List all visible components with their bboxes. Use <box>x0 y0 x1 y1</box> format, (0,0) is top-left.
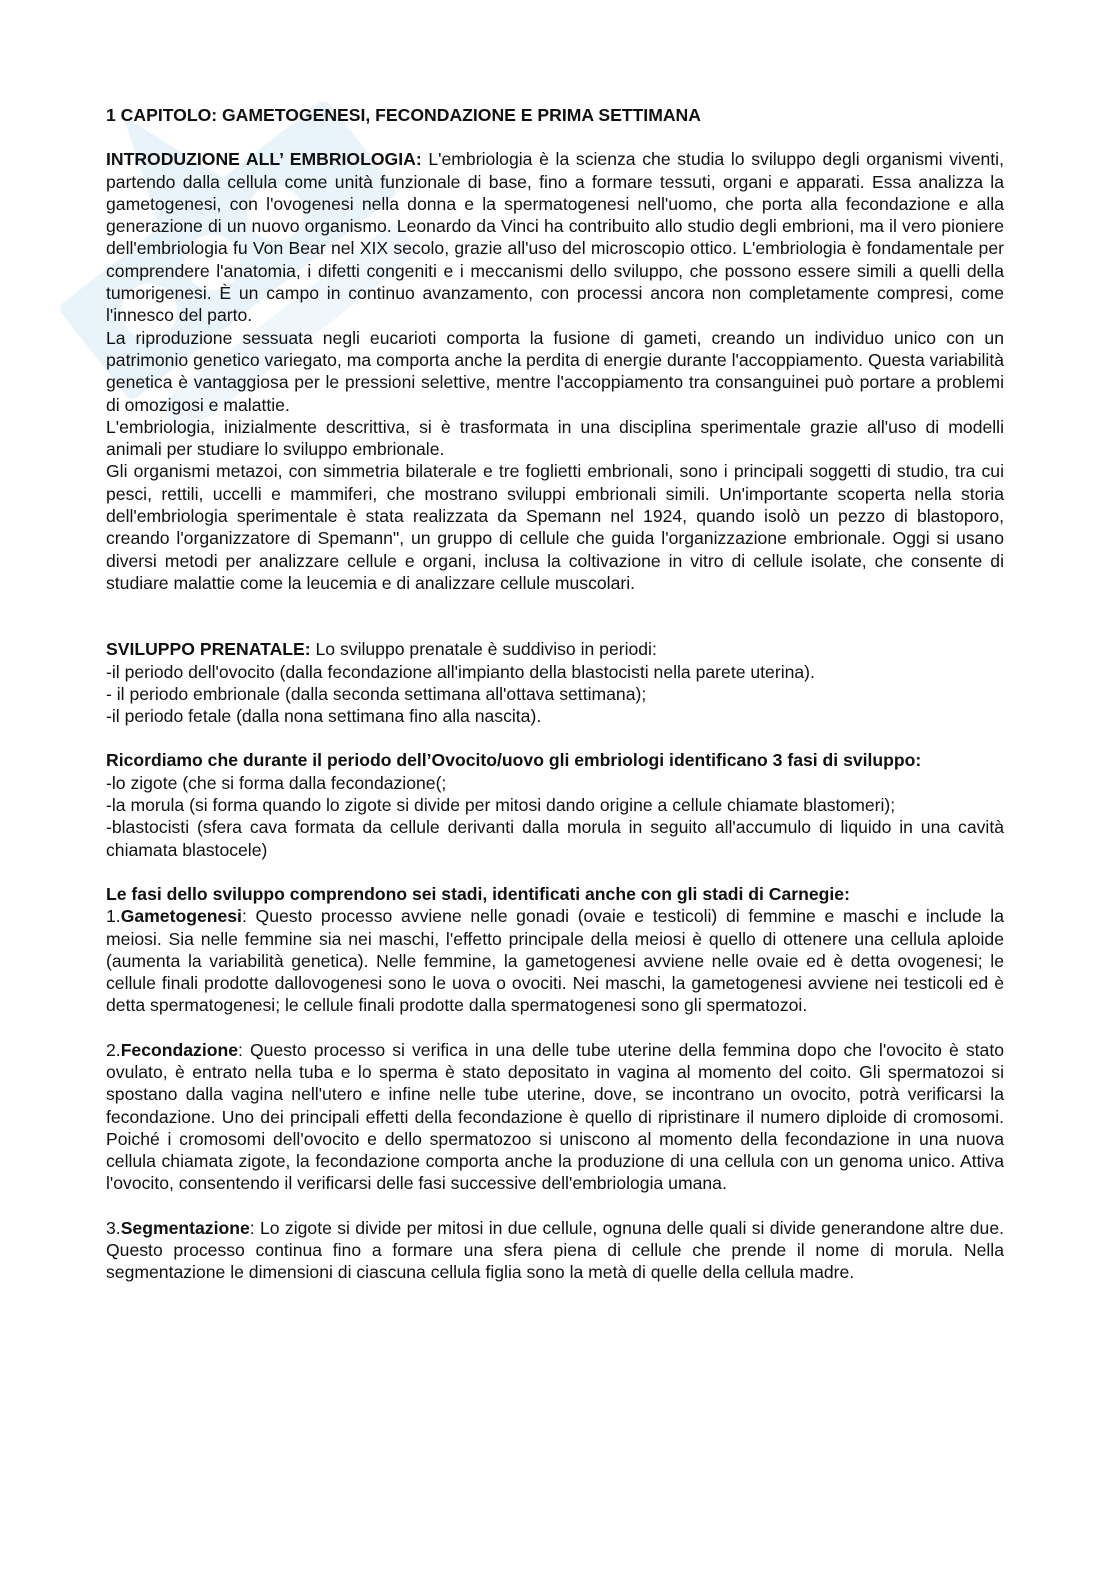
intro-text-1: L'embriologia è la scienza che studia lo sviluppo degli organismi viventi, partendo dalla cellula come unità funzionale di base, fino a formare tessuti, organi e apparati. Essa analizza la gametogenesi, con l'ovogenesi nella donna e la spermatogenesi nell'uomo, che porta alla fecondazione e alla generazione di un nuovo organismo. Leonardo da Vinci ha contribuito allo studio degli embrioni, ma il vero pioniere dell'embriologia fu Von Bear nel XIX secolo, grazie all'uso del microscopio ottico. L'embriologia è fondamentale per comprendere l'anatomia, i difetti congeniti e i meccanismi dello sviluppo, che possono essere simili a quelli della tumorigenesi. È un campo in continuo avanzamento, con processi ancora non completamente compresi, come l'innesco del parto. <box>106 149 1004 326</box>
intro-heading: INTRODUZIONE ALL’ EMBRIOLOGIA: <box>106 149 422 170</box>
prenatal-item: -il periodo dell'ovocito (dalla fecondazione all'impianto della blastocisti nella parete uterina). <box>106 661 815 682</box>
ovocito-item: -blastocisti (sfera cava formata da cellule derivanti dalla morula in seguito all'accumulo di liquido in una cavità chiamata blastocele) <box>106 817 1004 860</box>
stage-fecondazione <box>106 1039 1004 1195</box>
stage-number: 3. <box>106 1217 121 1238</box>
prenatal-intro-text: Lo sviluppo prenatale è suddiviso in periodi: <box>315 639 657 660</box>
stage-name: Segmentazione <box>120 1217 250 1238</box>
prenatal-item: - il periodo embrionale (dalla seconda settimana all'ottava settimana); <box>106 683 647 704</box>
stage-name: Gametogenesi <box>120 906 242 927</box>
intro-paragraph-2: La riproduzione sessuata negli eucarioti comporta la fusione di gameti, creando un individuo unico con un patrimonio genetico variegato, ma comporta anche la perdita di energie durante l'accoppiamento. Questa variabilità genetica è vantaggiosa per le pressioni selettive, mentre l'accoppiamento tra consanguinei può portare a problemi di omozigosi e malattie. <box>106 327 1004 415</box>
stage-text: : Questo processo si verifica in una delle tube uterine della femmina dopo che l'ovocito è stato ovulato, è entrato nella tuba e lo sperma è stato depositato in vagina al momento del coito. Gli spermatozoi si spostano dalla vagina nell'utero e infine nelle tube uterine, dove, se incontrano un ovocito, potrà verificarsi la fecondazione. Uno dei principali effetti della fecondazione è quello di ripristinare il numero diploide di cromosomi. Poiché i cromosomi dell'ovocito e dello spermatozoo si uniscono al momento della fecondazione in una nuova cellula chiamata zigote, la fecondazione comporta anche la produzione di una cellula con un genoma unico. Attiva l'ovocito, consentendo il verificarsi delle fasi successive dell'embriologia umana. <box>106 1039 1004 1194</box>
document-body <box>106 104 1004 1284</box>
prenatal-heading: SVILUPPO PRENATALE: <box>106 639 311 660</box>
prenatal-intro <box>106 638 1004 660</box>
stage-text: : Lo zigote si divide per mitosi in due cellule, ognuna delle quali si divide generandone altre due. Questo processo continua fino a formare una sfera piena di cellule che prende il nome di morula. Nella segmentazione le dimensioni di ciascuna cellula figlia sono la metà di quelle della cellula madre. <box>106 1217 1004 1283</box>
page-title: 1 CAPITOLO: GAMETOGENESI, FECONDAZIONE E PRIMA SETTIMANA <box>106 105 701 125</box>
stage-text: : Questo processo avviene nelle gonadi (ovaie e testicoli) di femmine e maschi e include la meiosi. Sia nelle femmine sia nei maschi, l'effetto principale della meiosi è quello di ottenere una cellula aploide (aumenta la variabilità genetica). Nelle femmine, la gametogenesi avviene nelle ovaie ed è detta ovogenesi; le cellule finali prodotte dallovogenesi sono le uova o ovociti. Nei maschi, la gametogenesi avviene nei testicoli ed è detta spermatogenesi; le cellule finali prodotte dalla spermatogenesi sono gli spermatozoi. <box>106 906 1004 1016</box>
ovocito-item: -la morula (si forma quando lo zigote si divide per mitosi dando origine a cellule chiamate blastomeri); <box>106 795 896 816</box>
intro-paragraph-4: Gli organismi metazoi, con simmetria bilaterale e tre foglietti embrionali, sono i principali soggetti di studio, tra cui pesci, rettili, uccelli e mammiferi, che mostrano sviluppi embrionali simili. Un'importante scoperta nella storia dell'embriologia sperimentale è stata realizzata da Spemann nel 1924, quando isolò un pezzo di blastoporo, creando l'organizzatore di Spemann", un gruppo di cellule che guida l'organizzazione embrionale. Oggi si usano diversi metodi per analizzare cellule e organi, inclusa la coltivazione in vitro di cellule isolate, che consente di studiare malattie come la leucemia e di analizzare cellule muscolari. <box>106 461 1004 593</box>
intro-paragraph-3: L'embriologia, inizialmente descrittiva, si è trasformata in una disciplina sperimentale grazie all'uso di modelli animali per studiare lo sviluppo embrionale. <box>106 416 1004 460</box>
stage-gametogenesi <box>106 905 1004 1016</box>
stage-number: 1. <box>106 906 121 927</box>
intro-paragraph-1 <box>106 148 1004 326</box>
ovocito-item: -lo zigote (che si forma dalla fecondazione(; <box>106 772 447 793</box>
stage-name: Fecondazione <box>120 1039 238 1060</box>
prenatal-item: -il periodo fetale (dalla nona settimana fino alla nascita). <box>106 706 542 727</box>
stage-number: 2. <box>106 1039 121 1060</box>
stage-segmentazione <box>106 1217 1004 1284</box>
stages-heading: Le fasi dello sviluppo comprendono sei stadi, identificati anche con gli stadi di Carnegie: <box>106 883 850 904</box>
ovocito-heading: Ricordiamo che durante il periodo dell’Ovocito/uovo gli embriologi identificano 3 fasi di sviluppo: <box>106 750 922 771</box>
